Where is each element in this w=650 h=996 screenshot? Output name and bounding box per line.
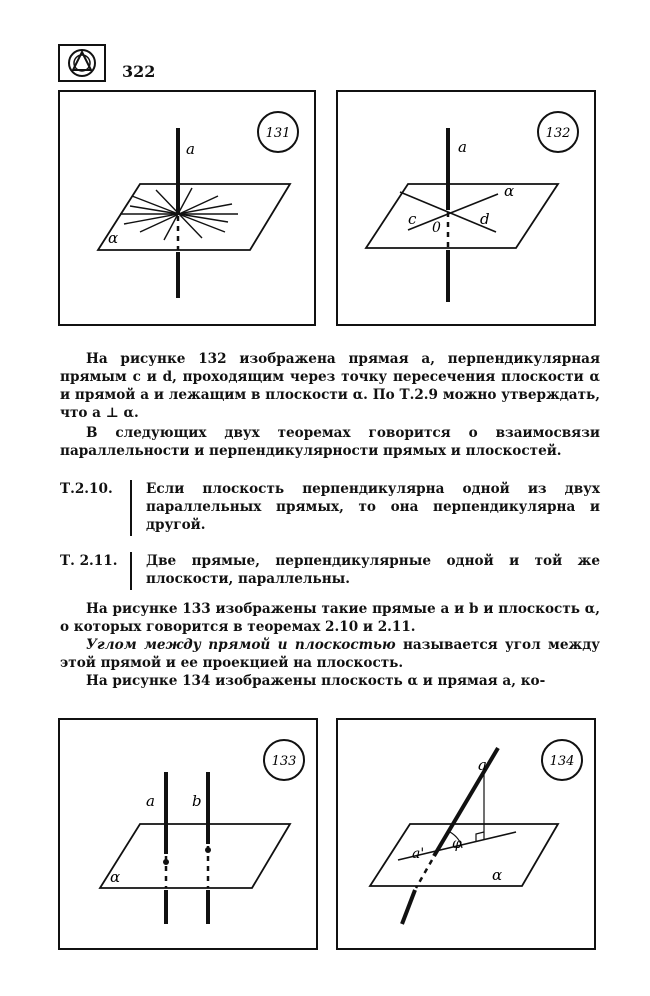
figure-number: 132 xyxy=(545,126,571,141)
theorem-bar xyxy=(130,480,132,536)
theorem-label: Т. 2.11. xyxy=(60,553,118,569)
label-a: a xyxy=(186,140,195,158)
plane-alpha xyxy=(370,824,558,886)
label-b: b xyxy=(192,792,202,810)
paragraph-1: На рисунке 132 изображена прямая a, перпендикулярная прямым c и d, проходящим через точку пересечения плоскости α и прямой a и лежащим в плоскости α. По Т.2.9 можно утверждать, что a ⊥ α. xyxy=(60,351,600,421)
plane-alpha xyxy=(366,184,558,248)
label-a: a xyxy=(458,138,467,156)
label-a-prime: a' xyxy=(412,846,425,862)
theorem-2-11 xyxy=(60,552,600,590)
theorem-2-10 xyxy=(60,480,600,536)
page-number: 322 xyxy=(122,62,156,81)
label-d: d xyxy=(480,210,490,228)
label-a: a xyxy=(146,792,155,810)
figure-number: 131 xyxy=(265,126,291,141)
definition-term: Углом между прямой и плоскостью xyxy=(86,637,396,653)
figure-131 xyxy=(58,90,316,326)
chapter-logo xyxy=(58,44,106,82)
label-point: 0 xyxy=(432,220,441,236)
label-alpha: α xyxy=(108,229,119,247)
line-a xyxy=(434,748,498,856)
line-a-lower xyxy=(402,890,415,924)
plane-alpha xyxy=(100,824,290,888)
figure-132 xyxy=(336,90,596,326)
figure-134 xyxy=(336,718,596,950)
label-c: c xyxy=(408,210,417,228)
theorem-bar xyxy=(130,552,132,590)
paragraph-5: На рисунке 134 изображены плоскость α и прямая a, ко- xyxy=(86,673,546,689)
figure-133 xyxy=(58,718,318,950)
point-b xyxy=(205,847,211,853)
label-alpha: α xyxy=(492,866,503,884)
line-a-hidden xyxy=(416,860,432,888)
figure-number: 134 xyxy=(549,754,575,769)
figure-number: 133 xyxy=(271,754,297,769)
label-a: a xyxy=(478,756,487,774)
triangle-circle-icon xyxy=(60,46,104,80)
theorem-text: Две прямые, перпендикулярные одной и той же плоскости, параллельны. xyxy=(146,553,600,587)
paragraph-4: Углом между прямой и плоскостью называется угол между этой прямой и ее проекцией на плоскость. xyxy=(60,637,600,671)
label-alpha: α xyxy=(504,182,515,200)
label-alpha: α xyxy=(110,868,121,886)
point-a xyxy=(163,859,169,865)
label-phi: φ xyxy=(452,836,462,852)
paragraph-2: В следующих двух теоремах говорится о взаимосвязи параллельности и перпендикулярности прямых и плоскостей. xyxy=(60,425,600,459)
paragraph-3: На рисунке 133 изображены такие прямые a и b и плоскость α, о которых говорится в теоремах 2.10 и 2.11. xyxy=(60,601,600,635)
theorem-label: Т.2.10. xyxy=(60,481,113,497)
theorem-text: Если плоскость перпендикулярна одной из двух параллельных прямых, то она перпендикулярна и другой. xyxy=(146,481,600,533)
